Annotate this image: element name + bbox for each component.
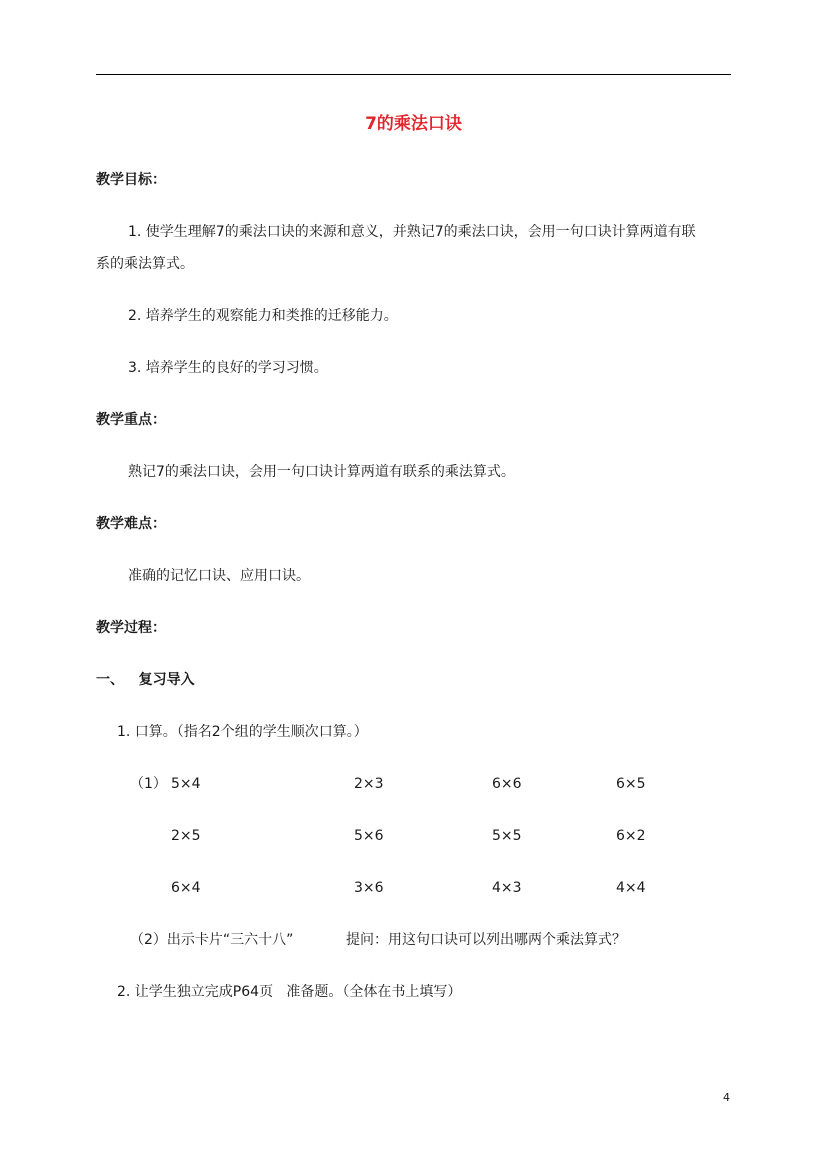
expr-r1-c2: 2×3 xyxy=(354,776,384,792)
sub-2-text: （2）出示卡片“三六十八” xyxy=(130,932,294,948)
expr-r3-c1: 6×4 xyxy=(171,880,201,896)
header-rule xyxy=(96,74,731,75)
goal-2: 2. 培养学生的观察能力和类推的迁移能力。 xyxy=(128,308,398,324)
goal-1-line-1: 1. 使学生理解7的乘法口诀的来源和意义，并熟记7的乘法口诀，会用一句口诀计算两道有联 xyxy=(128,224,696,240)
key-text: 熟记7的乘法口诀，会用一句口诀计算两道有联系的乘法算式。 xyxy=(128,464,515,480)
page-number: 4 xyxy=(723,1091,730,1104)
sub-1-label: （1） xyxy=(130,776,167,792)
expr-r2-c1: 2×5 xyxy=(171,828,201,844)
process-heading: 教学过程： xyxy=(96,620,166,636)
item-2: 2. 让学生独立完成P64页 准备题。（全体在书上填写） xyxy=(117,984,462,1000)
section-1-heading: 一、 复习导入 xyxy=(96,672,195,688)
expr-r1-c4: 6×5 xyxy=(616,776,646,792)
goal-1-line-2: 系的乘法算式。 xyxy=(96,256,194,272)
expr-r3-c3: 4×3 xyxy=(492,880,522,896)
expr-r2-c2: 5×6 xyxy=(354,828,384,844)
expr-r2-c3: 5×5 xyxy=(492,828,522,844)
expr-r2-c4: 6×2 xyxy=(616,828,646,844)
expr-r1-c3: 6×6 xyxy=(492,776,522,792)
document-title: 7的乘法口诀 xyxy=(365,114,462,134)
sub-2-question: 提问：用这句口诀可以列出哪两个乘法算式？ xyxy=(346,932,626,948)
item-1: 1. 口算。（指名2个组的学生顺次口算。） xyxy=(117,724,368,740)
expr-r1-c1: 5×4 xyxy=(171,776,201,792)
goals-heading: 教学目标： xyxy=(96,172,166,188)
difficulty-heading: 教学难点： xyxy=(96,516,166,532)
expr-r3-c2: 3×6 xyxy=(354,880,384,896)
key-heading: 教学重点： xyxy=(96,412,166,428)
expr-r3-c4: 4×4 xyxy=(616,880,646,896)
difficulty-text: 准确的记忆口诀、应用口诀。 xyxy=(128,568,310,584)
goal-3: 3. 培养学生的良好的学习习惯。 xyxy=(128,360,328,376)
